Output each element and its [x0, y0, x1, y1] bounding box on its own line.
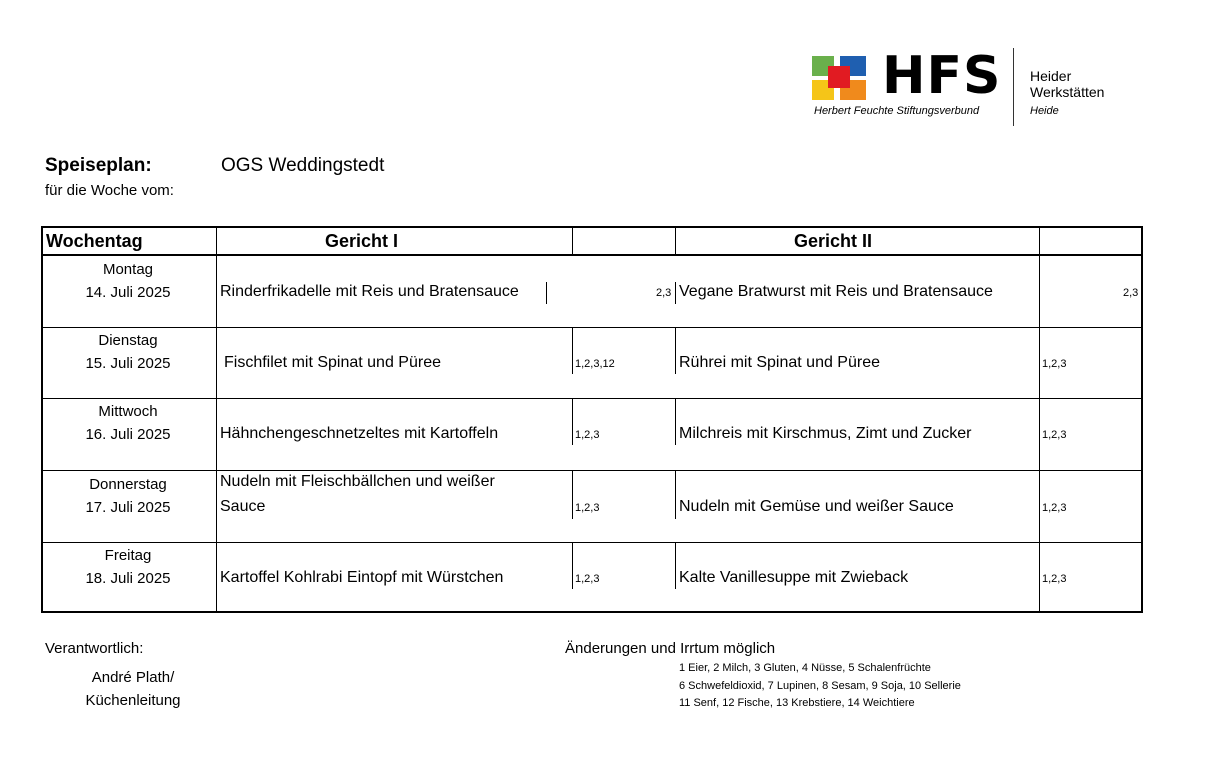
legend-line: 6 Schwefeldioxid, 7 Lupinen, 8 Sesam, 9 Soja, 10 Sellerie	[679, 679, 961, 692]
logo-location: Heide	[1030, 105, 1059, 117]
allergens-1: 1,2,3,12	[575, 358, 615, 370]
header-gericht-1: Gericht I	[325, 231, 399, 251]
allergens-1: 1,2,3	[575, 573, 600, 585]
menu-table	[41, 226, 1143, 613]
day-date: 18. Juli 2025	[85, 570, 171, 587]
changes-notice: Änderungen und Irrtum möglich	[565, 640, 776, 657]
day-name: Dienstag	[98, 332, 158, 349]
dish-1: Hähnchengeschnetzeltes mit Kartoffeln	[220, 425, 499, 442]
day-name: Freitag	[104, 547, 152, 564]
person-role: Küchenleitung	[85, 692, 181, 709]
allergens-2: 1,2,3	[1042, 429, 1067, 441]
dish-1: Rinderfrikadelle mit Reis und Bratensauce	[220, 283, 519, 300]
day-date: 16. Juli 2025	[85, 426, 171, 443]
allergen-legend	[679, 660, 961, 713]
responsible-person	[78, 666, 188, 712]
logo-org-line1: Heider	[1030, 68, 1072, 84]
hfs-logo	[812, 46, 1132, 126]
allergens-2: 1,2,3	[1042, 502, 1067, 514]
dish-2: Kalte Vanillesuppe mit Zwieback	[679, 569, 909, 586]
dish-1: Kartoffel Kohlrabi Eintopf mit Würstchen	[220, 569, 504, 586]
logo-org-name	[1030, 68, 1104, 100]
day-name: Montag	[102, 261, 154, 278]
responsible-label: Verantwortlich:	[45, 640, 144, 657]
day-date: 15. Juli 2025	[85, 355, 171, 372]
dish-1-line2: Sauce	[220, 498, 266, 515]
allergens-2: 2,3	[1123, 287, 1139, 299]
allergens-2: 1,2,3	[1042, 358, 1067, 370]
dish-2: Vegane Bratwurst mit Reis und Bratensauce	[679, 283, 993, 300]
dish-2: Nudeln mit Gemüse und weißer Sauce	[679, 498, 954, 515]
day-name: Mittwoch	[98, 403, 158, 420]
legend-line: 1 Eier, 2 Milch, 3 Gluten, 4 Nüsse, 5 Schalenfrüchte	[679, 662, 931, 674]
allergens-1: 2,3	[656, 287, 672, 299]
page-title: Speiseplan:	[45, 155, 152, 176]
day-name: Donnerstag	[89, 476, 167, 493]
day-date: 14. Juli 2025	[85, 284, 171, 301]
logo-org-line2: Werkstätten	[1030, 84, 1105, 100]
dish-2: Milchreis mit Kirschmus, Zimt und Zucker	[679, 425, 972, 442]
dish-2: Rührei mit Spinat und Püree	[679, 354, 880, 371]
logo-divider	[1013, 48, 1014, 126]
dish-1-line1: Nudeln mit Fleischbällchen und weißer	[220, 473, 495, 490]
header-gericht-2: Gericht II	[794, 231, 873, 251]
allergens-1: 1,2,3	[575, 429, 600, 441]
dish-1: Fischfilet mit Spinat und Püree	[224, 354, 441, 371]
person-name: André Plath/	[91, 669, 175, 686]
logo-subtitle: Herbert Feuchte Stiftungsverbund	[814, 105, 980, 117]
location-name: OGS Weddingstedt	[221, 155, 385, 176]
allergens-2: 1,2,3	[1042, 573, 1067, 585]
day-date: 17. Juli 2025	[85, 499, 171, 516]
logo-squares-icon	[812, 56, 868, 100]
legend-line: 11 Senf, 12 Fische, 13 Krebstiere, 14 Weichtiere	[679, 697, 915, 709]
week-label: für die Woche vom:	[45, 182, 174, 199]
header-wochentag: Wochentag	[46, 231, 143, 251]
allergens-1: 1,2,3	[575, 502, 600, 514]
logo-brand: HFS	[882, 46, 1002, 106]
